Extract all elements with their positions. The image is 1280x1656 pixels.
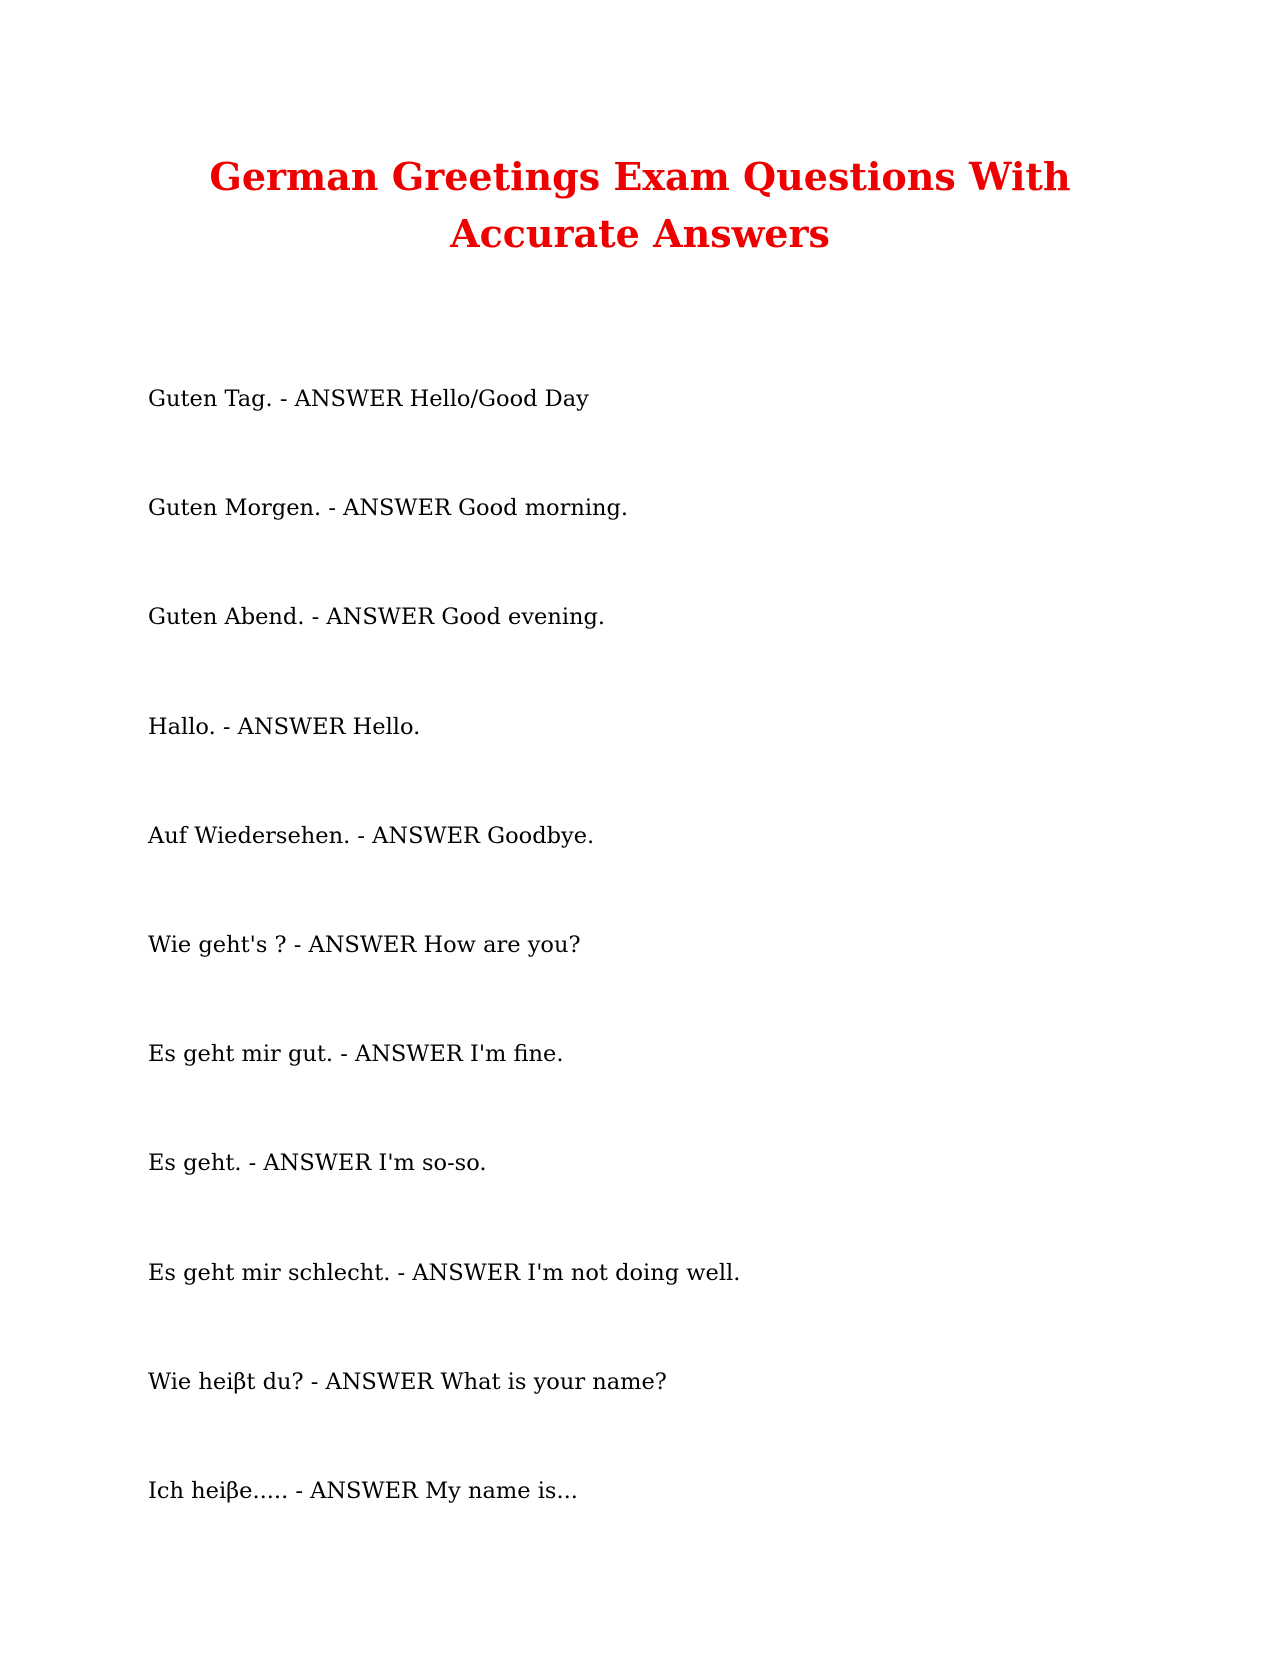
qa-item: Guten Morgen. - ANSWER Good morning. bbox=[148, 495, 629, 522]
document-title: German Greetings Exam Questions With Accurate Answers bbox=[209, 154, 1071, 256]
qa-item: Guten Tag. - ANSWER Hello/Good Day bbox=[148, 386, 589, 412]
qa-item: Auf Wiedersehen. - ANSWER Goodbye. bbox=[148, 822, 595, 849]
qa-item: Es geht. - ANSWER I'm so-so. bbox=[148, 1150, 487, 1177]
qa-item: Wie geht's ? - ANSWER How are you? bbox=[148, 931, 581, 958]
qa-item: Ich heiβe..... - ANSWER My name is... bbox=[148, 1477, 578, 1504]
qa-item: Wie heiβt du? - ANSWER What is your name? bbox=[148, 1368, 667, 1395]
qa-item: Guten Abend. - ANSWER Good evening. bbox=[148, 604, 606, 631]
qa-item: Hallo. - ANSWER Hello. bbox=[148, 713, 421, 740]
qa-item: Es geht mir schlecht. - ANSWER I'm not doing well. bbox=[148, 1259, 741, 1286]
qa-item: Es geht mir gut. - ANSWER I'm fine. bbox=[148, 1041, 564, 1068]
qa-list bbox=[148, 386, 740, 1587]
